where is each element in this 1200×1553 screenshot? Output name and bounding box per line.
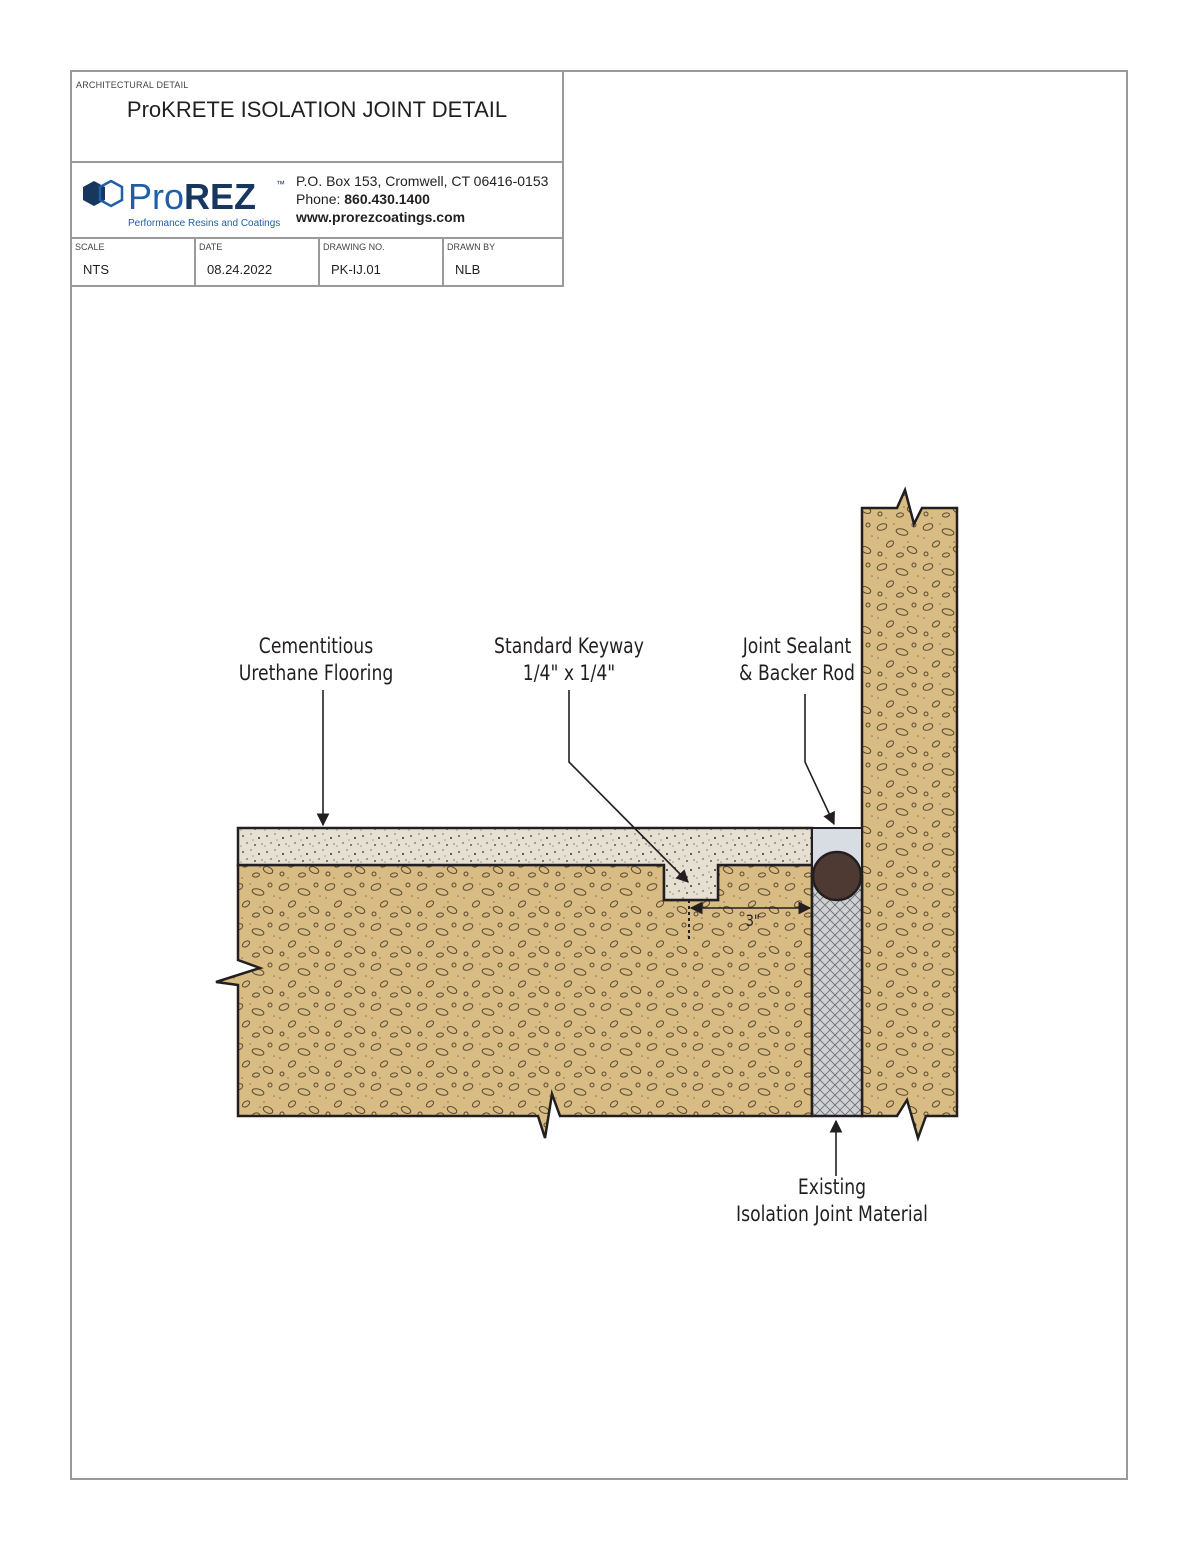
- callout-keyway-line2: 1/4" x 1/4": [522, 661, 616, 685]
- phone-number: 860.430.1400: [344, 191, 430, 207]
- wall-concrete: [862, 490, 957, 1138]
- callout-flooring-line2: Urethane Flooring: [238, 661, 394, 685]
- phone-label: Phone:: [296, 191, 345, 207]
- callout-sealant-line1: Joint Sealant: [742, 634, 852, 658]
- scale-label: SCALE: [75, 242, 105, 252]
- callout-isolation-line2: Isolation Joint Material: [736, 1202, 928, 1226]
- callout-sealant-line2: & Backer Rod: [739, 661, 855, 685]
- logo-brand-pro: Pro: [128, 176, 185, 217]
- drawing-no-label: DRAWING NO.: [323, 242, 385, 252]
- callout-isolation-line1: Existing: [797, 1175, 867, 1199]
- dimension-label: 3": [745, 911, 760, 930]
- logo-brand-rez: REZ: [184, 176, 257, 217]
- callout-sealant: [715, 633, 879, 687]
- backer-rod: [813, 852, 861, 900]
- date-label: DATE: [199, 242, 223, 252]
- drawn-by-label: DRAWN BY: [447, 242, 496, 252]
- slab-concrete: [216, 865, 812, 1138]
- detail-category: ARCHITECTURAL DETAIL: [76, 80, 189, 90]
- scale-value: NTS: [83, 262, 109, 277]
- drawing-no-value: PK-IJ.01: [331, 262, 381, 277]
- callout-flooring: [234, 633, 398, 687]
- logo-tagline: Performance Resins and Coatings: [128, 218, 281, 229]
- callout-flooring-line1: Cementitious: [258, 634, 374, 658]
- callout-keyway: [487, 633, 651, 687]
- callout-isolation: [725, 1174, 938, 1228]
- sealant-leader: [805, 694, 834, 824]
- isolation-joint-material: [812, 876, 862, 1116]
- drawn-by-value: NLB: [455, 262, 481, 277]
- address: P.O. Box 153, Cromwell, CT 06416-0153: [296, 173, 549, 189]
- logo-trademark: ™: [276, 179, 285, 189]
- page-title: ProKRETE ISOLATION JOINT DETAIL: [126, 97, 508, 122]
- website-link[interactable]: www.prorezcoatings.com: [296, 209, 466, 225]
- callout-keyway-line1: Standard Keyway: [494, 634, 644, 658]
- date-value: 08.24.2022: [207, 262, 273, 277]
